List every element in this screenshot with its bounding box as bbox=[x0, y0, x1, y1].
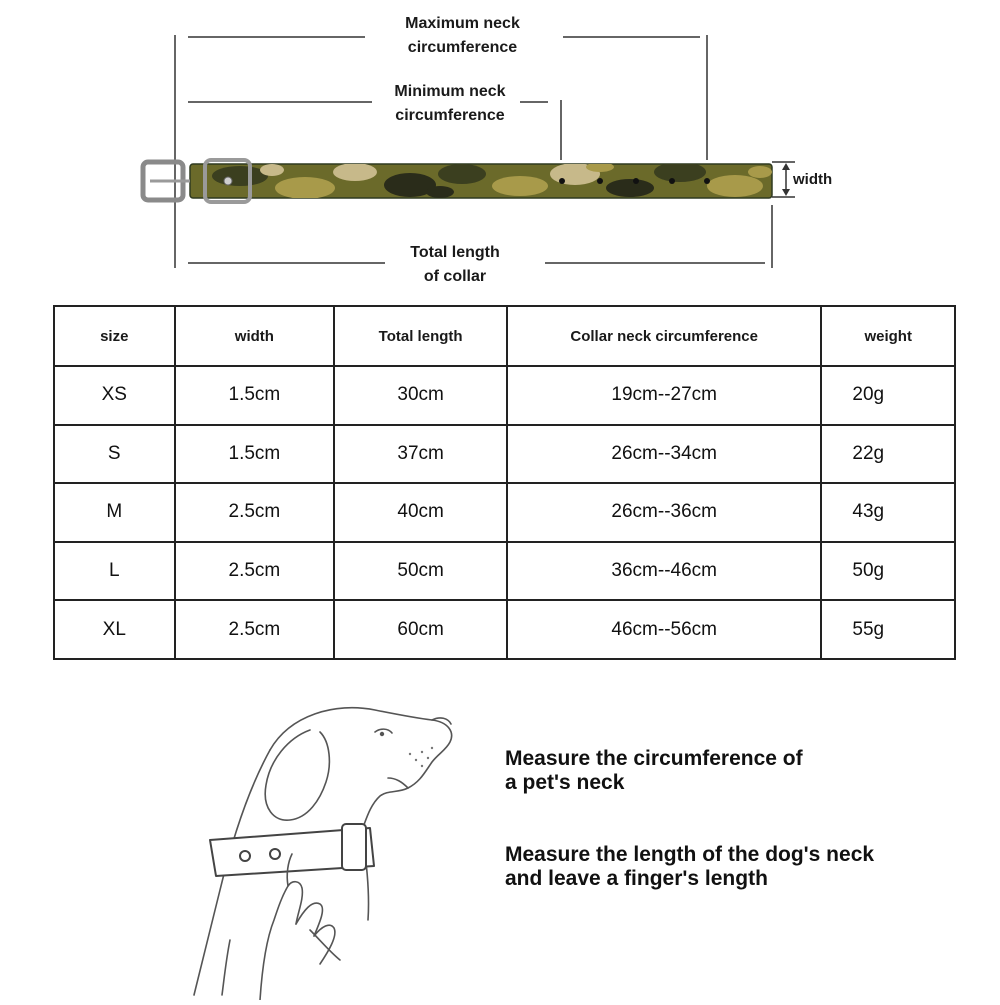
measure-circumference-instruction: Measure the circumference of a pet's neck bbox=[505, 747, 803, 794]
table-row bbox=[54, 483, 955, 542]
table-row bbox=[54, 542, 955, 601]
strap-hole bbox=[633, 178, 639, 184]
strap-hole bbox=[669, 178, 675, 184]
header-total-length: Total length bbox=[334, 306, 507, 366]
cell-width: 1.5cm bbox=[175, 425, 335, 484]
cell-width: 2.5cm bbox=[175, 542, 335, 601]
collar-measurement-diagram bbox=[0, 0, 1000, 300]
cell-size: XS bbox=[54, 366, 175, 425]
camo-collar-strap bbox=[190, 162, 772, 199]
cell-weight: 20g bbox=[821, 366, 955, 425]
cell-neck-circumference: 36cm--46cm bbox=[507, 542, 821, 601]
min-neck-circumference-label: Minimum neck circumference bbox=[394, 83, 506, 124]
measure-length-instruction: Measure the length of the dog's neck and leave a finger's length bbox=[505, 843, 875, 890]
cell-size: M bbox=[54, 483, 175, 542]
cell-total-length: 40cm bbox=[334, 483, 507, 542]
cell-neck-circumference: 26cm--36cm bbox=[507, 483, 821, 542]
cell-total-length: 50cm bbox=[334, 542, 507, 601]
header-width: width bbox=[175, 306, 335, 366]
cell-total-length: 37cm bbox=[334, 425, 507, 484]
cell-neck-circumference: 26cm--34cm bbox=[507, 425, 821, 484]
header-weight: weight bbox=[821, 306, 955, 366]
cell-weight: 22g bbox=[821, 425, 955, 484]
collar-hole bbox=[270, 849, 280, 859]
cell-width: 1.5cm bbox=[175, 366, 335, 425]
cell-width: 2.5cm bbox=[175, 600, 335, 659]
max-neck-circumference-label: Maximum neck circumference bbox=[405, 15, 520, 56]
width-label: width bbox=[793, 171, 833, 188]
cell-size: XL bbox=[54, 600, 175, 659]
strap-hole bbox=[559, 178, 565, 184]
header-size: size bbox=[54, 306, 175, 366]
table-row bbox=[54, 425, 955, 484]
cell-neck-circumference: 46cm--56cm bbox=[507, 600, 821, 659]
header-neck-circumference: Collar neck circumference bbox=[507, 306, 821, 366]
cell-total-length: 30cm bbox=[334, 366, 507, 425]
cell-neck-circumference: 19cm--27cm bbox=[507, 366, 821, 425]
cell-weight: 43g bbox=[821, 483, 955, 542]
collar-buckle-drawing bbox=[342, 824, 366, 870]
total-length-label: Total length of collar bbox=[410, 244, 500, 285]
collar-hole bbox=[240, 851, 250, 861]
cell-total-length: 60cm bbox=[334, 600, 507, 659]
cell-size: L bbox=[54, 542, 175, 601]
cell-size: S bbox=[54, 425, 175, 484]
size-chart-table bbox=[53, 305, 956, 660]
strap-hole bbox=[704, 178, 710, 184]
table-row bbox=[54, 366, 955, 425]
cell-weight: 55g bbox=[821, 600, 955, 659]
dog-line-drawing bbox=[170, 690, 490, 1000]
table-header-row bbox=[54, 306, 955, 366]
table-row bbox=[54, 600, 955, 659]
cell-weight: 50g bbox=[821, 542, 955, 601]
dog-with-collar-illustration bbox=[170, 690, 490, 1000]
strap-hole bbox=[597, 178, 603, 184]
cell-width: 2.5cm bbox=[175, 483, 335, 542]
